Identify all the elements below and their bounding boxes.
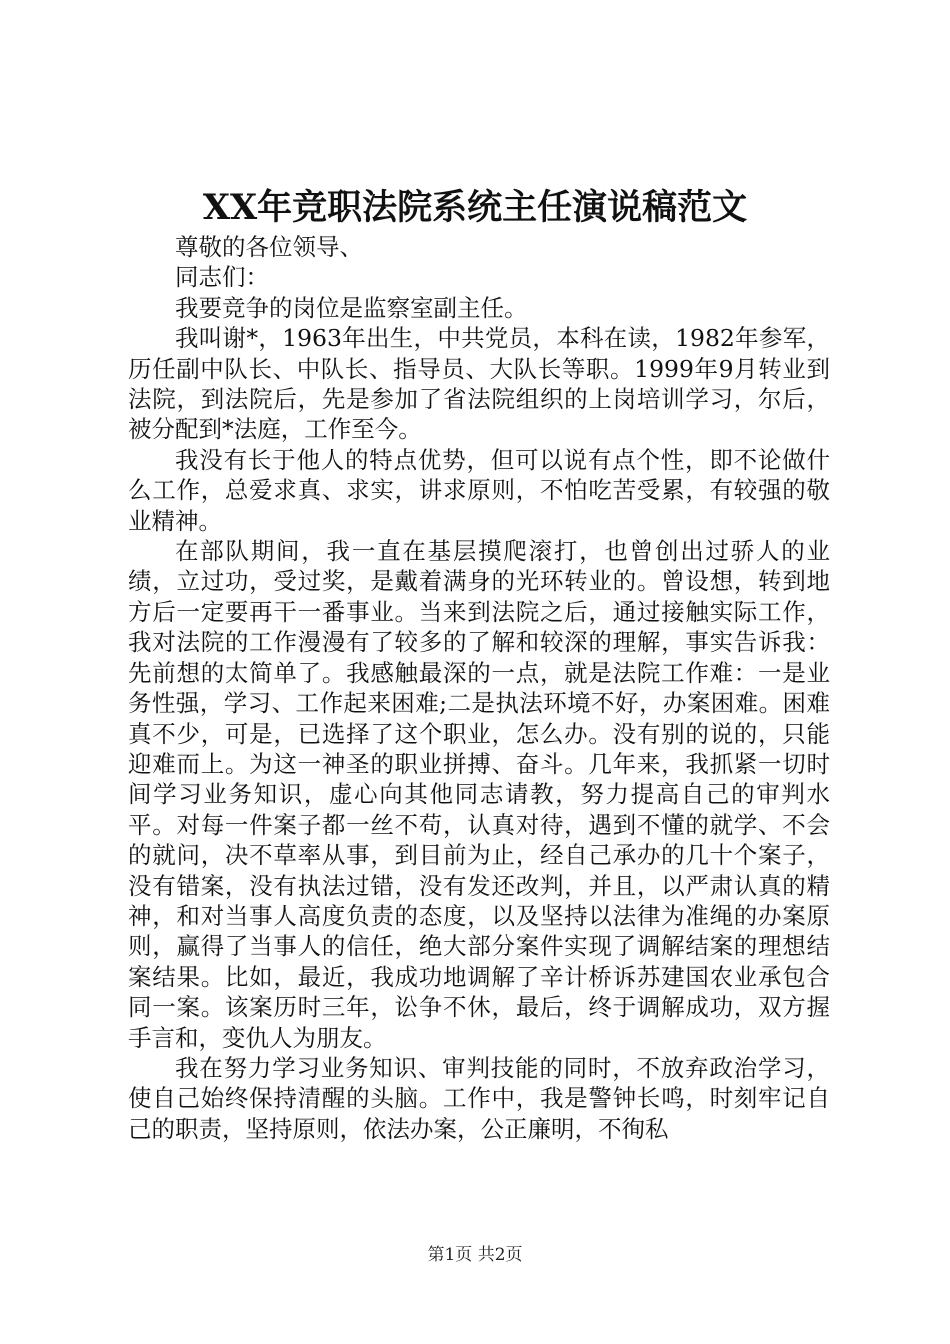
paragraph-introduction: 我叫谢*，1963年出生，中共党员，本科在读，1982年参军，历任副中队长、中队长、指导员、大队长等职。1999年9月转业到法院，到法院后，先是参加了省法院组织的上岗培训学习，尔后，被分配到*法庭，工作至今。 — [128, 324, 830, 444]
paragraph-political-study: 我在努力学习业务知识、审判技能的同时，不放弃政治学习，使自己始终保持清醒的头脑。工作中，我是警钟长鸣，时刻牢记自己的职责，坚持原则，依法办案，公正廉明，不徇私 — [128, 1053, 830, 1143]
paragraph-position: 我要竞争的岗位是监察室副主任。 — [175, 293, 528, 322]
page-footer: 第1页 共2页 — [427, 1245, 523, 1265]
salutation-line-1: 尊敬的各位领导、 — [175, 233, 363, 261]
document-title: XX年竞职法院系统主任演说稿范文 — [202, 187, 748, 228]
salutation-line-2: 同志们： — [175, 263, 269, 292]
paragraph-personality: 我没有长于他人的特点优势，但可以说有点个性，即不论做什么工作，总爱求真、求实，讲求原则，不怕吃苦受累，有较强的敬业精神。 — [128, 445, 830, 535]
paragraph-experience: 在部队期间，我一直在基层摸爬滚打，也曾创出过骄人的业绩，立过功，受过奖，是戴着满身的光环转业的。曾设想，转到地方后一定要再干一番事业。当来到法院之后，通过接触实际工作，我对法院的工作漫漫有了较多的了解和较深的理解，事实告诉我：先前想的太简单了。我感触最深的一点，就是法院工作难：一是业务性强，学习、工作起来困难;二是执法环境不好，办案困难。困难真不少，可是，已选择了这个职业，怎么办。没有别的说的，只能迎难而上。为这一神圣的职业拼搏、奋斗。几年来，我抓紧一切时间学习业务知识，虚心向其他同志请教，努力提高自己的审判水平。对每一件案子都一丝不苟，认真对待，遇到不懂的就学、不会的就问，决不草率从事，到目前为止，经自己承办的几十个案子，没有错案，没有执法过错，没有发还改判，并且，以严肃认真的精神，和对当事人高度负责的态度，以及坚持以法律为准绳的办案原则，赢得了当事人的信任，绝大部分案件实现了调解结案的理想结案结果。比如，最近，我成功地调解了辛计桥诉苏建国农业承包合同一案。该案历时三年，讼争不休，最后，终于调解成功，双方握手言和，变仇人为朋友。 — [128, 537, 830, 1052]
document-body — [128, 232, 830, 1144]
